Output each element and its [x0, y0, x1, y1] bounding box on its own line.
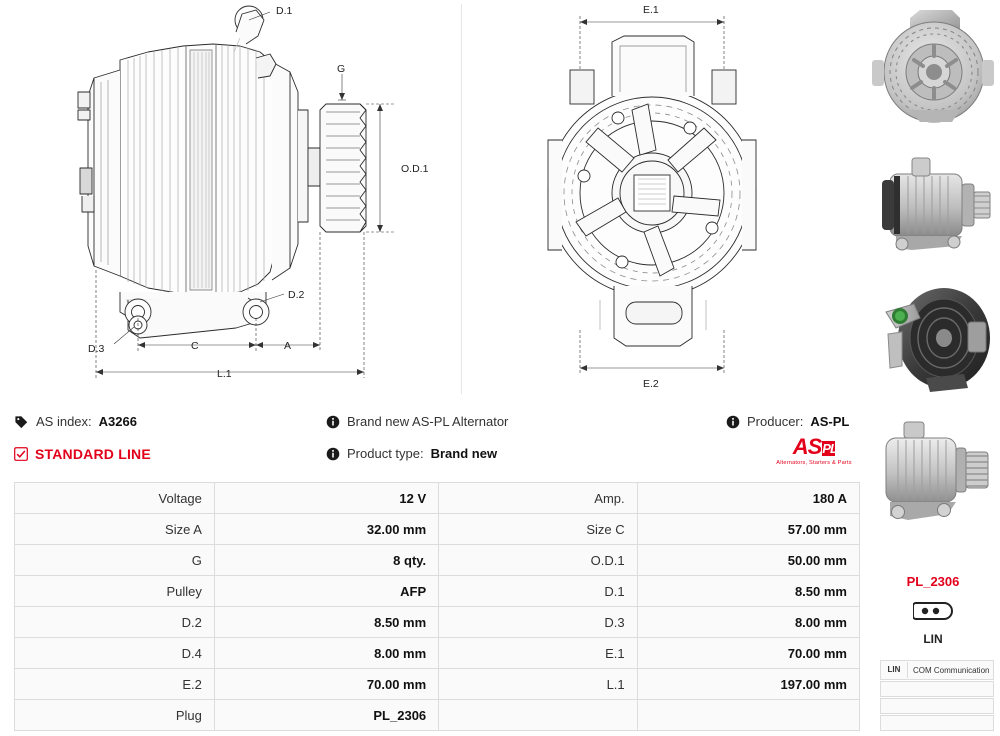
spec-key: D.3 [439, 607, 637, 638]
spec-key: L.1 [439, 669, 637, 700]
lin-blank-row [880, 698, 994, 714]
spec-key: E.2 [15, 669, 215, 700]
spec-value: 180 A [637, 483, 859, 514]
spec-key: D.1 [439, 576, 637, 607]
product-photo-rear[interactable] [868, 6, 998, 134]
label-a: A [284, 340, 292, 352]
producer-row [726, 414, 849, 429]
spec-value: 32.00 mm [214, 514, 438, 545]
aspl-logo-bar: PL [822, 441, 837, 456]
spec-value: PL_2306 [214, 700, 438, 731]
table-row [15, 638, 860, 669]
spec-key: O.D.1 [439, 545, 637, 576]
product-photo-angled[interactable] [868, 274, 998, 402]
spec-key: Size A [15, 514, 215, 545]
producer-value: AS-PL [810, 414, 850, 429]
table-row [15, 483, 860, 514]
spec-key: Pulley [15, 576, 215, 607]
specification-table [14, 482, 860, 731]
label-l1: L.1 [217, 368, 232, 380]
as-index-label: AS index: [36, 414, 92, 429]
product-photo-side[interactable] [868, 140, 998, 268]
lin-description: COM Communication [913, 665, 990, 675]
plug-connector-icon [913, 598, 953, 624]
aspl-logo-text: AS [792, 434, 822, 459]
as-index-value: A3266 [98, 414, 137, 429]
lin-blank-row [880, 715, 994, 731]
spec-value: 8.50 mm [637, 576, 859, 607]
spec-key: Amp. [439, 483, 637, 514]
as-index-row [14, 414, 137, 429]
front-view-svg [462, 0, 860, 396]
label-od1: O.D.1 [401, 163, 429, 175]
table-row [15, 514, 860, 545]
tag-icon [14, 414, 29, 429]
aspl-logo-mark [766, 436, 862, 458]
spec-value-empty [637, 700, 859, 731]
product-type-row [326, 446, 497, 461]
product-photo-strip [866, 0, 1000, 736]
product-type-value: Brand new [430, 446, 498, 461]
label-e2: E.2 [643, 378, 659, 390]
spec-value: 8.50 mm [214, 607, 438, 638]
lin-label: LIN [923, 632, 943, 646]
label-d1: D.1 [276, 5, 293, 17]
spec-value: 8.00 mm [637, 607, 859, 638]
spec-key: Size C [439, 514, 637, 545]
spec-key: E.1 [439, 638, 637, 669]
spec-key: Plug [15, 700, 215, 731]
label-d2: D.2 [288, 289, 305, 301]
product-photo-pulley[interactable] [868, 408, 998, 536]
alternator-side-view [8, 0, 460, 396]
info-icon [326, 447, 340, 461]
brand-text: Brand new AS-PL Alternator [347, 414, 509, 429]
lin-blank-row [880, 681, 994, 697]
label-e1: E.1 [643, 4, 659, 16]
spec-key: Voltage [15, 483, 215, 514]
spec-value: 70.00 mm [637, 638, 859, 669]
spec-value: 50.00 mm [637, 545, 859, 576]
product-type-label: Product type: [347, 446, 424, 461]
checkbox-checked-icon [14, 447, 28, 461]
alternator-front-view [462, 0, 860, 396]
table-row [15, 669, 860, 700]
product-info [14, 406, 860, 472]
aspl-logo [766, 436, 862, 466]
table-row [15, 545, 860, 576]
aspl-logo-subtitle: Alternators, Starters & Parts [776, 460, 852, 466]
spec-key: D.4 [15, 638, 215, 669]
table-row [15, 607, 860, 638]
spec-value: 197.00 mm [637, 669, 859, 700]
spec-value: 57.00 mm [637, 514, 859, 545]
technical-drawings [0, 0, 862, 396]
spec-value: 8.00 mm [214, 638, 438, 669]
label-c: C [191, 340, 199, 352]
spec-value: AFP [214, 576, 438, 607]
spec-value: 12 V [214, 483, 438, 514]
table-row [15, 576, 860, 607]
side-view-svg [8, 0, 460, 396]
lin-communication-row [880, 660, 994, 680]
table-row [15, 700, 860, 731]
lin-key: LIN [881, 662, 908, 678]
plug-code-label: PL_2306 [906, 574, 960, 589]
spec-key: G [15, 545, 215, 576]
spec-value: 70.00 mm [214, 669, 438, 700]
brand-row [326, 414, 508, 429]
info-icon [726, 415, 740, 429]
label-g: G [337, 63, 346, 75]
label-d3: D.3 [88, 343, 105, 355]
info-icon [326, 415, 340, 429]
producer-label: Producer: [747, 414, 804, 429]
spec-key-empty [439, 700, 637, 731]
spec-value: 8 qty. [214, 545, 438, 576]
spec-key: D.2 [15, 607, 215, 638]
standard-line-row [14, 446, 151, 462]
standard-line-label: STANDARD LINE [35, 446, 151, 462]
